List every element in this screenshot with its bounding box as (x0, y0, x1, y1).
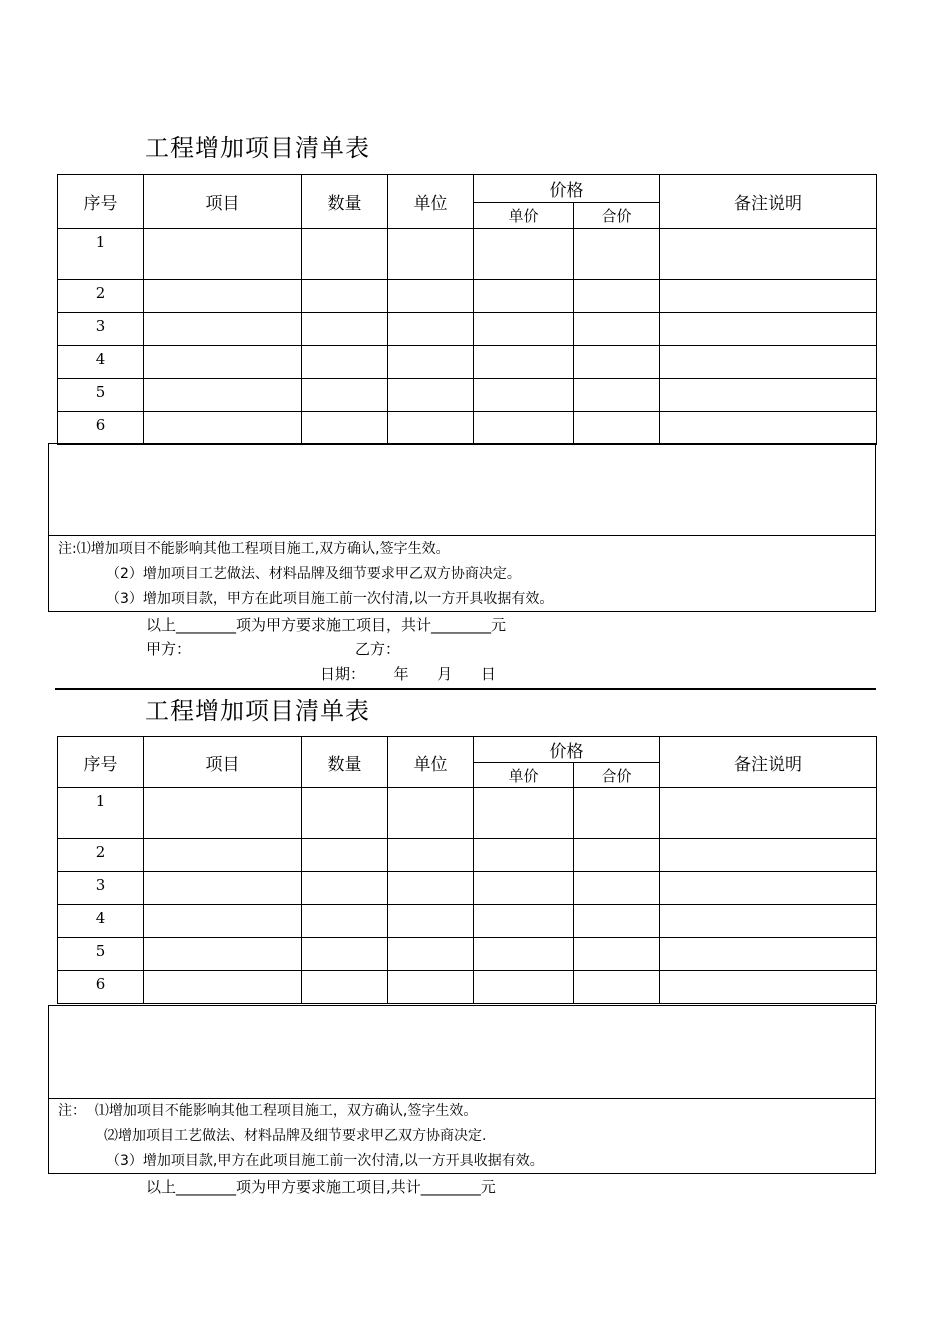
unit-cell[interactable] (388, 280, 474, 313)
header-item: 项目 (144, 737, 302, 788)
note-line: （2）增加项目工艺做法、材料品牌及细节要求甲乙双方协商决定。 (106, 566, 521, 582)
unit-price-cell[interactable] (474, 788, 574, 839)
row-number: 3 (58, 313, 144, 346)
unit-cell[interactable] (388, 313, 474, 346)
qty-cell[interactable] (302, 839, 388, 872)
header-remark: 备注说明 (660, 175, 877, 229)
remark-cell[interactable] (660, 313, 877, 346)
note-line: 注： ⑴增加项目不能影响其他工程项目施工，双方确认,签字生效。 (58, 1103, 478, 1119)
table-row (58, 905, 877, 938)
header-qty: 数量 (302, 737, 388, 788)
remark-cell[interactable] (660, 229, 877, 280)
header-unit: 单位 (388, 737, 474, 788)
unit-price-cell[interactable] (474, 839, 574, 872)
row-number: 6 (58, 412, 144, 445)
header-remark: 备注说明 (660, 737, 877, 788)
table-row (58, 872, 877, 905)
row-number: 5 (58, 379, 144, 412)
party-a-label: 甲方： (146, 640, 192, 658)
remark-cell[interactable] (660, 280, 877, 313)
remark-cell[interactable] (660, 938, 877, 971)
remark-cell[interactable] (660, 839, 877, 872)
header-unit-price: 单价 (474, 203, 574, 229)
notes-box (48, 1099, 876, 1174)
qty-cell[interactable] (302, 229, 388, 280)
row-number: 1 (58, 788, 144, 839)
party-b-label: 乙方： (355, 640, 401, 658)
remark-cell[interactable] (660, 872, 877, 905)
remark-cell[interactable] (660, 346, 877, 379)
row-number: 1 (58, 229, 144, 280)
note-line: 注:⑴增加项目不能影响其他工程项目施工,双方确认,签字生效。 (58, 541, 450, 557)
row-number: 4 (58, 346, 144, 379)
qty-cell[interactable] (302, 905, 388, 938)
unit-cell[interactable] (388, 905, 474, 938)
header-price: 价格 (474, 737, 660, 763)
remark-cell[interactable] (660, 788, 877, 839)
table-row (58, 346, 877, 379)
total-price-cell[interactable] (574, 905, 660, 938)
total-price-cell[interactable] (574, 412, 660, 445)
item-cell[interactable] (144, 379, 302, 412)
total-price-cell[interactable] (574, 839, 660, 872)
unit-price-cell[interactable] (474, 872, 574, 905)
summary-line: 以上________项为甲方要求施工项目，共计________元 (146, 616, 507, 634)
item-cell[interactable] (144, 905, 302, 938)
qty-cell[interactable] (302, 379, 388, 412)
item-cell[interactable] (144, 346, 302, 379)
unit-cell[interactable] (388, 971, 474, 1004)
header-item: 项目 (144, 175, 302, 229)
total-price-cell[interactable] (574, 229, 660, 280)
form1-title: 工程增加项目清单表 (145, 134, 370, 162)
total-price-cell[interactable] (574, 971, 660, 1004)
total-price-cell[interactable] (574, 872, 660, 905)
total-price-cell[interactable] (574, 346, 660, 379)
total-price-cell[interactable] (574, 313, 660, 346)
note-line: （3）增加项目款，甲方在此项目施工前一次付清,以一方开具收据有效。 (106, 591, 554, 607)
remark-cell[interactable] (660, 379, 877, 412)
item-cell[interactable] (144, 971, 302, 1004)
table-row (58, 313, 877, 346)
qty-cell[interactable] (302, 872, 388, 905)
row-number: 5 (58, 938, 144, 971)
unit-price-cell[interactable] (474, 905, 574, 938)
unit-price-cell[interactable] (474, 313, 574, 346)
remark-cell[interactable] (660, 412, 877, 445)
total-price-cell[interactable] (574, 280, 660, 313)
header-total-price: 合价 (574, 203, 660, 229)
qty-cell[interactable] (302, 938, 388, 971)
blank-area[interactable] (48, 1005, 876, 1099)
unit-price-cell[interactable] (474, 229, 574, 280)
item-cell[interactable] (144, 313, 302, 346)
form2-title: 工程增加项目清单表 (145, 697, 370, 725)
item-cell[interactable] (144, 788, 302, 839)
note-line: ⑵增加项目工艺做法、材料品牌及细节要求甲乙双方协商决定. (104, 1128, 487, 1144)
header-seq: 序号 (58, 175, 144, 229)
header-unit: 单位 (388, 175, 474, 229)
item-cell[interactable] (144, 280, 302, 313)
table-row (58, 971, 877, 1004)
row-number: 6 (58, 971, 144, 1004)
row-number: 4 (58, 905, 144, 938)
table-row (58, 412, 877, 445)
date-line: 日期： 年 月 日 (320, 665, 496, 683)
table-row (58, 229, 877, 280)
note-line: （3）增加项目款,甲方在此项目施工前一次付清,以一方开具收据有效。 (106, 1153, 544, 1169)
form2-table (57, 736, 877, 1004)
item-cell[interactable] (144, 412, 302, 445)
total-price-cell[interactable] (574, 938, 660, 971)
remark-cell[interactable] (660, 971, 877, 1004)
qty-cell[interactable] (302, 788, 388, 839)
unit-price-cell[interactable] (474, 971, 574, 1004)
qty-cell[interactable] (302, 313, 388, 346)
unit-cell[interactable] (388, 379, 474, 412)
summary-line: 以上________项为甲方要求施工项目,共计________元 (146, 1178, 496, 1196)
notes-box (48, 536, 876, 612)
table-row (58, 280, 877, 313)
row-number: 2 (58, 839, 144, 872)
unit-cell[interactable] (388, 788, 474, 839)
row-number: 3 (58, 872, 144, 905)
item-cell[interactable] (144, 938, 302, 971)
table-row (58, 788, 877, 839)
unit-cell[interactable] (388, 229, 474, 280)
qty-cell[interactable] (302, 412, 388, 445)
header-total-price: 合价 (574, 763, 660, 788)
unit-price-cell[interactable] (474, 379, 574, 412)
unit-cell[interactable] (388, 412, 474, 445)
total-price-cell[interactable] (574, 788, 660, 839)
header-unit-price: 单价 (474, 763, 574, 788)
qty-cell[interactable] (302, 971, 388, 1004)
form1-table (57, 174, 877, 445)
table-row (58, 379, 877, 412)
row-number: 2 (58, 280, 144, 313)
remark-cell[interactable] (660, 905, 877, 938)
item-cell[interactable] (144, 229, 302, 280)
header-qty: 数量 (302, 175, 388, 229)
unit-price-cell[interactable] (474, 412, 574, 445)
total-price-cell[interactable] (574, 379, 660, 412)
unit-price-cell[interactable] (474, 346, 574, 379)
item-cell[interactable] (144, 839, 302, 872)
item-cell[interactable] (144, 872, 302, 905)
table-row (58, 938, 877, 971)
table-row (58, 839, 877, 872)
header-seq: 序号 (58, 737, 144, 788)
unit-price-cell[interactable] (474, 280, 574, 313)
blank-area[interactable] (48, 443, 876, 536)
unit-cell[interactable] (388, 872, 474, 905)
header-price: 价格 (474, 175, 660, 203)
unit-cell[interactable] (388, 346, 474, 379)
qty-cell[interactable] (302, 346, 388, 379)
qty-cell[interactable] (302, 280, 388, 313)
unit-price-cell[interactable] (474, 938, 574, 971)
unit-cell[interactable] (388, 839, 474, 872)
unit-cell[interactable] (388, 938, 474, 971)
section-divider (55, 688, 876, 690)
